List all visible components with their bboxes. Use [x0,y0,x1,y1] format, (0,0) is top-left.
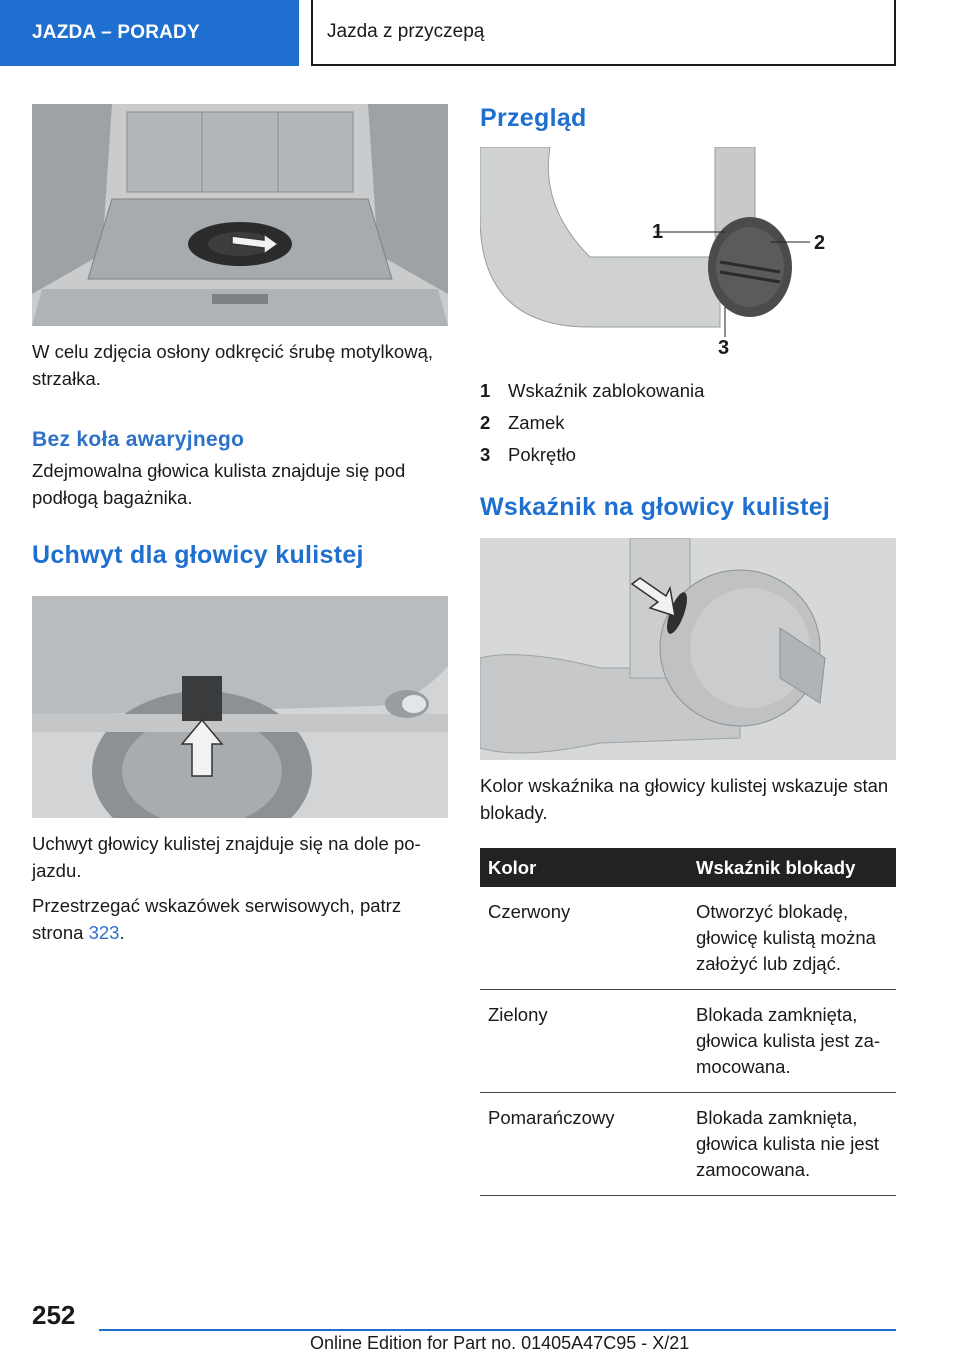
cell-status: Blokada zamknięta, głowica kulista nie jest zamocowana. [688,1093,896,1196]
subheading-no-spare: Bez koła awaryjnego [32,428,245,451]
holder-image [32,596,448,818]
page-link-323[interactable]: 323 [88,922,120,943]
legend-number: 2 [480,412,491,433]
section-title: JAZDA – PORADY [32,22,200,43]
cell-color: Zielony [480,990,688,1093]
color-table [480,848,896,1196]
service-text: Przestrzegać wskazówek serwisowych, patrz strona [32,895,402,943]
heading-overview: Przegląd [480,104,587,132]
heading-indicator: Wskaźnik na głowicy kulistej [480,493,831,521]
cell-color: Czerwony [480,887,688,990]
service-note [32,892,448,946]
indicator-image [480,538,896,760]
section-tab [0,0,299,66]
overview-image [480,147,896,367]
footer-divider [99,1329,896,1331]
column-header-color: Kolor [480,848,688,887]
left-column [32,104,448,946]
edition-note: Online Edition for Part no. 01405A47C95 - X/21 [310,1333,690,1353]
legend-number: 1 [480,380,491,401]
right-column [480,104,896,1196]
legend-number: 3 [480,444,491,465]
figure-label-2: 2 [814,232,826,254]
service-end: . [119,922,125,943]
trunk-image [32,104,448,326]
legend-list [480,375,896,471]
caption-indicator: Kolor wskaźnika na głowicy kulistej wskazuje stan blokady. [480,775,889,823]
caption-holder: Uchwyt głowicy kulistej znajduje się na dole pojazdu. [32,833,421,881]
table-row [480,990,896,1093]
legend-item [480,439,896,471]
legend-label: Zamek [508,412,565,433]
figure-label-3: 3 [718,337,730,359]
table-row [480,887,896,990]
figure-label-1: 1 [652,221,664,243]
legend-label: Pokrętło [508,444,576,465]
legend-label: Wskaźnik zablokowania [508,380,705,401]
caption-trunk: W celu zdjęcia osłony odkręcić śrubę motylkową, strzałka. [32,341,433,389]
legend-item [480,407,896,439]
cell-status: Blokada zamknięta, głowica kulista jest zamocowana. [688,990,896,1093]
paragraph-no-spare: Zdejmowalna głowica kulista znajduje się pod podłogą bagażnika. [32,460,406,508]
page-number: 252 [32,1300,76,1330]
table-row [480,1093,896,1196]
chapter-title: Jazda z przyczepą [327,21,485,42]
legend-item [480,375,896,407]
table-header-row [480,848,896,887]
heading-ball-holder: Uchwyt dla głowicy kulistej [32,541,364,569]
cell-status: Otworzyć blokadę, głowicę kulistą można założyć lub zdjąć. [688,887,896,990]
chapter-header [311,0,896,66]
cell-color: Pomarańczowy [480,1093,688,1196]
column-header-indicator: Wskaźnik blokady [688,848,896,887]
